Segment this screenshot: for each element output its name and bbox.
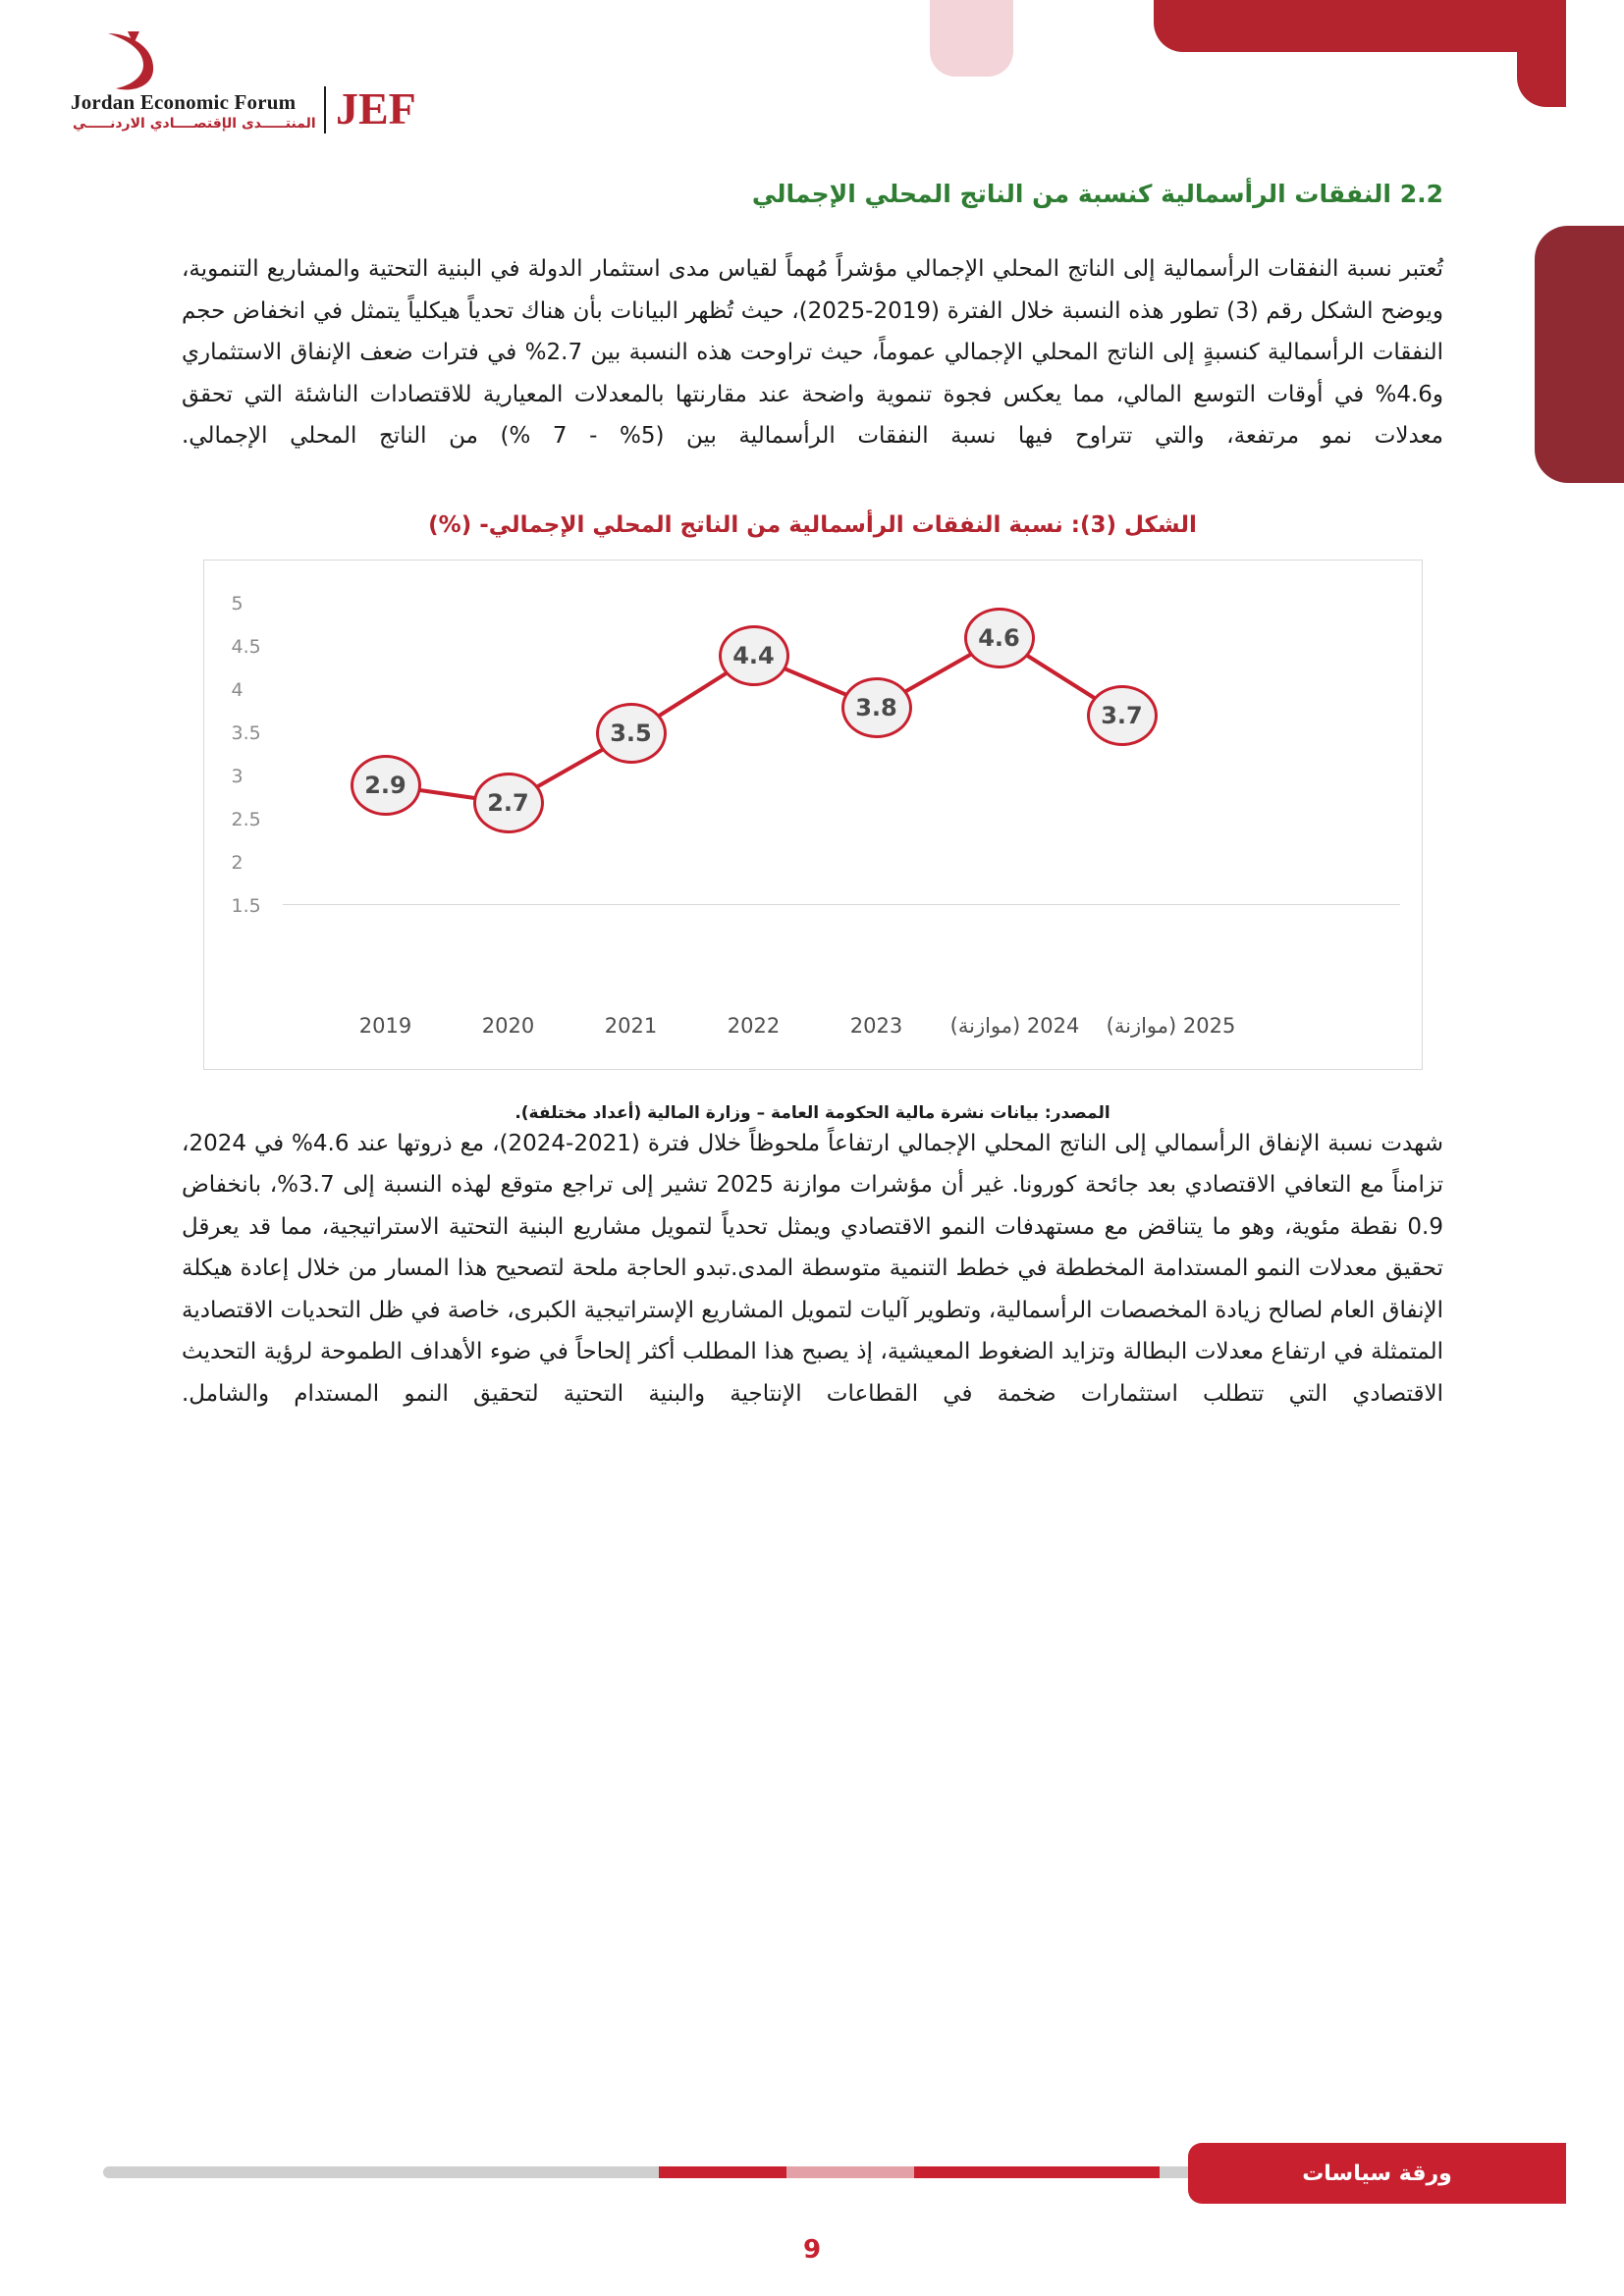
document-content — [182, 177, 1443, 1415]
decor-red-corner — [1517, 52, 1566, 107]
x-tick-2024: 2024 (موازنة) — [949, 1013, 1080, 1038]
decor-red-banner — [1154, 0, 1566, 52]
figure-source: المصدر: بيانات نشرة مالية الحكومة العامة – وزارة المالية (أعداد مختلفة). — [514, 1102, 1110, 1123]
y-tick-3: 3 — [231, 765, 244, 787]
page-title: 2.2 النفقات الرأسمالية كنسبة من الناتج المحلي الإجمالي — [751, 180, 1443, 208]
logo-text-ar: المنتـــــدى الإقتصــــادي الاردنـــــي — [73, 116, 316, 132]
x-tick-2021: 2021 — [604, 1013, 658, 1038]
x-tick-2025: 2025 (موازنة) — [1106, 1013, 1236, 1038]
x-tick-2020: 2020 — [481, 1013, 535, 1038]
footer-rule-seg-5 — [103, 2166, 659, 2178]
y-tick-4: 4 — [231, 678, 244, 701]
data-point-2020: 2.7 — [473, 773, 544, 833]
y-tick-2-5: 2.5 — [231, 808, 261, 830]
y-tick-5: 5 — [231, 592, 244, 614]
footer-badge: ورقة سياسات — [1188, 2143, 1566, 2204]
data-point-2021: 3.5 — [596, 703, 667, 764]
data-point-2024: 4.6 — [964, 608, 1035, 668]
figure-chart — [203, 560, 1423, 1070]
data-point-2023: 3.8 — [841, 677, 912, 738]
jef-logo-icon — [100, 31, 159, 92]
footer-rule-seg-4 — [659, 2166, 786, 2178]
figure-title: الشكل (3): نسبة النفقات الرأسمالية من الناتج المحلي الإجمالي- (%) — [428, 511, 1197, 538]
x-tick-2019: 2019 — [358, 1013, 412, 1038]
data-point-2025: 3.7 — [1087, 685, 1158, 746]
logo — [35, 29, 416, 137]
footer-rule — [103, 2166, 1213, 2178]
y-tick-3-5: 3.5 — [231, 721, 261, 744]
chart-series-line — [204, 561, 1424, 1071]
x-tick-2023: 2023 — [849, 1013, 903, 1038]
decor-side-tab — [1535, 226, 1624, 483]
y-tick-4-5: 4.5 — [231, 635, 261, 658]
paragraph-2: شهدت نسبة الإنفاق الرأسمالي إلى الناتج المحلي الإجمالي ارتفاعاً ملحوظاً خلال فترة (2021-2024)، مع ذروتها عند 4.6% في 2024، تزامناً مع التعافي الاقتصادي بعد جائحة كورونا. غير أن مؤشرات موازنة 2025 تشير إلى تراجع متوقع لهذه النسبة إلى 3.7%، بانخفاض 0.9 نقطة مئوية، وهو ما يتناقض مع مستهدفات النمو الاقتصادي ويمثل تحدياً لتمويل مشاريع البنية التحتية الاستراتيجية، مما قد يعرقل تحقيق معدلات النمو المستدامة المخططة في خطط التنمية متوسطة المدى.تبدو الحاجة ملحة لتصحيح هذا المسار من خلال إعادة هيكلة الإنفاق العام لصالح زيادة المخصصات الرأسمالية، وتطوير آليات لتمويل المشاريع الإستراتيجية الكبرى، خاصة في ظل التحديات الاقتصادية المتمثلة في ارتفاع معدلات البطالة وتزايد الضغوط المعيشية، إذ يصبح هذا المطلب أكثر إلحاحاً في ضوء الأهداف الطموحة لرؤية التحديث الاقتصادي التي تتطلب استثمارات ضخمة في القطاعات الإنتاجية والبنية التحتية لتحقيق النمو المستدام والشامل. — [182, 1130, 1444, 1408]
logo-divider — [324, 86, 326, 133]
decor-pink-block — [930, 0, 1013, 77]
data-point-2022: 4.4 — [719, 625, 789, 686]
y-tick-2: 2 — [231, 851, 244, 874]
data-point-2019: 2.9 — [351, 755, 421, 816]
logo-text-en: Jordan Economic Forum — [71, 90, 297, 114]
chart-plot-area — [204, 561, 1422, 1069]
page-number: 9 — [802, 2235, 822, 2265]
footer-rule-seg-2 — [914, 2166, 1160, 2178]
x-tick-2022: 2022 — [727, 1013, 781, 1038]
y-tick-1-5: 1.5 — [231, 894, 261, 917]
footer-rule-seg-3 — [786, 2166, 914, 2178]
logo-abbr: JEF — [336, 83, 416, 133]
paragraph-1: تُعتبر نسبة النفقات الرأسمالية إلى الناتج المحلي الإجمالي مؤشراً مُهماً لقياس مدى استثمار الدولة في البنية التحتية والمشاريع التنموية، ويوضح الشكل رقم (3) تطور هذه النسبة خلال الفترة (2019-2025)، حيث تُظهر البيانات بأن هناك تحدياً هيكلياً يتمثل في انخفاض حجم النفقات الرأسمالية كنسبةٍ إلى الناتج المحلي الإجمالي عموماً، حيث تراوحت هذه النسبة بين 2.7% في فترات ضعف الإنفاق الاستثماري و4.6% في أوقات التوسع المالي، مما يعكس فجوة تنموية واضحة عند مقارنتها بالمعدلات المعيارية للاقتصادات الناشئة التي تحقق معدلات نمو مرتفعة، والتي تتراوح فيها نسبة النفقات الرأسمالية بين (5% - 7 %) من الناتج المحلي الإجمالي. — [182, 256, 1443, 450]
